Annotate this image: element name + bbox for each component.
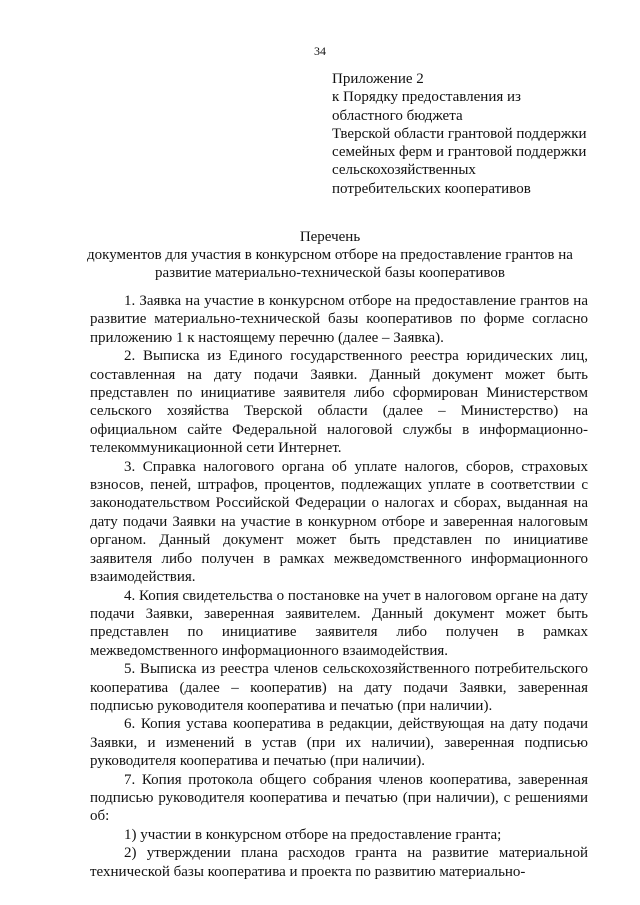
appendix-line: потребительских кооперативов xyxy=(332,180,531,197)
document-subtitle: документов для участия в конкурсном отборе на предоставление грантов на развитие материально-технической базы кооперативов xyxy=(87,247,573,281)
list-item: 7. Копия протокола общего собрания членов кооператива, заверенная подписью руководителя кооператива и печатью (при наличии), с решениями об: xyxy=(90,771,588,825)
appendix-header xyxy=(332,70,622,198)
list-item: 5. Выписка из реестра членов сельскохозяйственного потребительского кооператива (далее – кооператив) на дату подачи Заявки, заверенная подписью руководителя кооператива и печатью (при наличии). xyxy=(90,661,588,714)
appendix-line: семейных ферм и грантовой поддержки xyxy=(332,144,587,161)
list-item: 4. Копия свидетельства о постановке на учет в налоговом органе на дату подачи Заявки, заверенная заявителем. Данный документ может быть представлен по инициативе заявителя либо получен в рамках межведомственного информационного взаимодействия. xyxy=(90,587,588,659)
document-title: Перечень xyxy=(299,229,361,245)
list-item: 1. Заявка на участие в конкурсном отборе на предоставление грантов на развитие материально-технической базы кооперативов по форме согласно приложению 1 к настоящему перечню (далее – Заявка). xyxy=(90,293,588,346)
page-number: 34 xyxy=(314,44,326,58)
list-item: 2) утверждении плана расходов гранта на развитие материальной технической базы кооператива и проекта по развитию материально- xyxy=(90,845,588,880)
appendix-line: Приложение 2 xyxy=(332,71,424,87)
appendix-line: областного бюджета xyxy=(332,107,463,124)
appendix-line: Тверской области грантовой поддержки xyxy=(332,125,587,142)
document-body xyxy=(90,292,588,881)
appendix-line: сельскохозяйственных xyxy=(332,162,476,179)
appendix-line: к Порядку предоставления из xyxy=(332,89,521,106)
list-item: 1) участии в конкурсном отборе на предоставление гранта; xyxy=(124,826,502,843)
list-item: 3. Справка налогового органа об уплате налогов, сборов, страховых взносов, пеней, штрафов, процентов, подлежащих уплате в соответствии с законодательством Российской Федерации о налогах и сборах, выданная на дату подачи Заявки на участие в конкурном отборе и заверенная налоговым органом. Данный документ может быть представлен по инициативе заявителя либо получен в рамках межведомственного информационного взаимодействия. xyxy=(90,458,588,586)
list-item: 2. Выписка из Единого государственного реестра юридических лиц, составленная на дату подачи Заявки. Данный документ может быть представлен по инициативе заявителя либо сформирован Министерством сельского хозяйства Тверской области (далее – Министерство) на официальном сайте Федеральной налоговой службы в информационно-телекоммуникационной сети Интернет. xyxy=(90,348,588,457)
list-item: 6. Копия устава кооператива в редакции, действующая на дату подачи Заявки, и изменений в устав (при их наличии), заверенная подписью руководителя кооператива и печатью (при наличии). xyxy=(90,716,588,770)
